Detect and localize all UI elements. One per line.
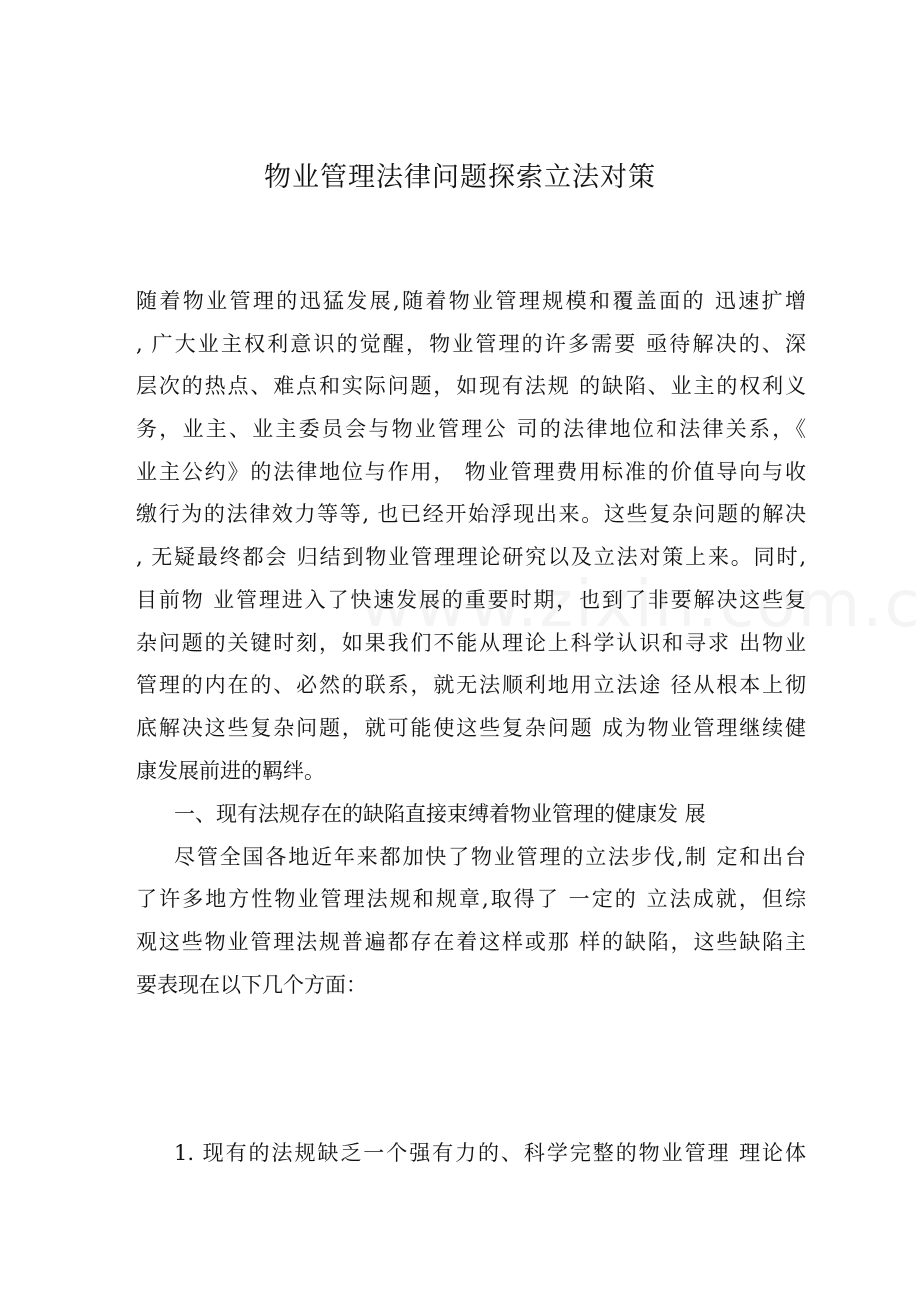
paragraph-line: , 广大业主权利意识的觉醒，物业管理的许多需要 亟待解决的、深: [136, 332, 806, 356]
paragraph-line: 康发展前进的羁绊。: [136, 759, 325, 783]
paragraph-line: 业主公约》的法律地位与作用， 物业管理费用标准的价值导向与收: [136, 460, 806, 484]
paragraph-line: 要表现在以下几个方面：: [136, 973, 367, 997]
paragraph-line: 层次的热点、难点和实际问题，如现有法规 的缺陷、业主的权利义: [136, 374, 806, 398]
list-item: 1. 现有的法规缺乏一个强有力的、科学完整的物业管理 理论体: [174, 1141, 806, 1165]
paragraph-line: 管理的内在的、必然的联系，就无法顺利地用立法途 径从根本上彻: [136, 673, 806, 697]
paragraph-line: 务，业主、业主委员会与物业管理公 司的法律地位和法律关系，《: [136, 417, 806, 441]
paragraph-line: 缴行为的法律效力等等, 也已经开始浮现出来。这些复杂问题的解决: [136, 502, 806, 526]
section-heading: 一、现有法规存在的缺陷直接束缚着物业管理的健康发 展: [174, 802, 706, 826]
paragraph-line: 观这些物业管理法规普遍都存在着这样或那 样的缺陷，这些缺陷主: [136, 930, 806, 954]
paragraph-line: 了许多地方性物业管理法规和规章,取得了 一定的 立法成就，但综: [136, 887, 806, 911]
paragraph-line: 杂问题的关键时刻，如果我们不能从理论上科学认识和寻求 出物业: [136, 631, 806, 655]
paragraph-line: 目前物 业管理进入了快速发展的重要时期，也到了非要解决这些复: [136, 588, 806, 612]
paragraph-line: 底解决这些复杂问题，就可能使这些复杂问题 成为物业管理继续健: [136, 716, 806, 740]
document-title: 物业管理法律问题探索立法对策: [264, 162, 656, 193]
paragraph-line: , 无疑最终都会 归结到物业管理理论研究以及立法对策上来。同时,: [136, 545, 806, 569]
paragraph-line: 随着物业管理的迅猛发展,随着物业管理规模和覆盖面的 迅速扩增: [136, 289, 806, 313]
paragraph-line: 尽管全国各地近年来都加快了物业管理的立法步伐,制 定和出台: [174, 845, 806, 869]
